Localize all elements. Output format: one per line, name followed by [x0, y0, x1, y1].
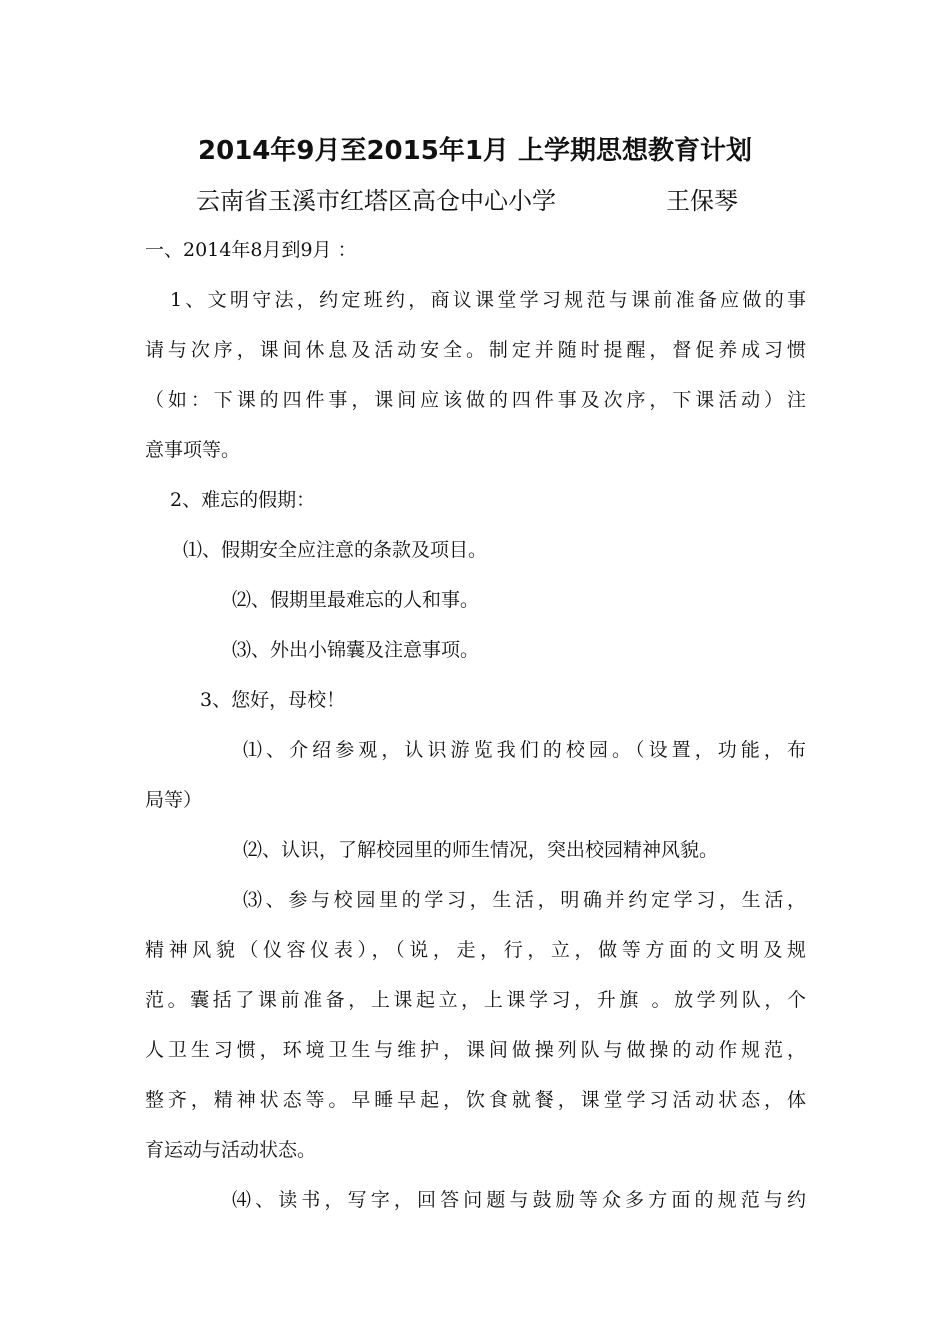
sub-item: ⑷、读书，写字，回答问题与鼓励等众多方面的规范与约 [232, 1189, 806, 1211]
paragraph-line: 人卫生习惯，环境卫生与维护，课间做操列队与做操的动作规范， [145, 1039, 806, 1061]
paragraph-line: 意事项等。 [145, 439, 241, 461]
sub-item: ⑵、假期里最难忘的人和事。 [232, 589, 480, 611]
paragraph-line: 精神风貌（仪容仪表），（说，走，行，立，做等方面的文明及规 [145, 939, 806, 961]
item-heading: 3、您好，母校！ [200, 689, 346, 711]
paragraph-line: 1、文明守法，约定班约，商议课堂学习规范与课前准备应做的事 [170, 289, 806, 311]
paragraph-line: 育运动与活动状态。 [145, 1139, 317, 1161]
sub-item: ⑴、假期安全应注意的条款及项目。 [183, 539, 488, 561]
school-name: 云南省玉溪市红塔区高仓中心小学 [196, 187, 556, 215]
sub-item: ⑴、介绍参观，认识游览我们的校园。（设置，功能，布 [243, 739, 806, 761]
paragraph-line: （如：下课的四件事，课间应该做的四件事及次序，下课活动）注 [145, 389, 806, 411]
paragraph-line: 整齐，精神状态等。早睡早起，饮食就餐，课堂学习活动状态，体 [145, 1089, 806, 1111]
sub-item: ⑵、认识，了解校园里的师生情况，突出校园精神风貌。 [243, 839, 719, 861]
sub-item: ⑶、外出小锦囊及注意事项。 [232, 639, 480, 661]
paragraph-line: 范。囊括了课前准备，上课起立，上课学习，升旗 。放学列队，个 [145, 989, 806, 1011]
document-title: 2014年9月至2015年1月 上学期思想教育计划 [198, 136, 752, 166]
paragraph-line: 请与次序，课间休息及活动安全。制定并随时提醒，督促养成习惯 [145, 339, 806, 361]
sub-item: ⑶、参与校园里的学习，生活，明确并约定学习，生活， [243, 889, 806, 911]
author-name: 王保琴 [666, 187, 738, 215]
paragraph-line: 局等） [145, 789, 203, 811]
item-heading: 2、难忘的假期： [170, 489, 316, 511]
section-heading: 一、2014年8月到9月 ： [145, 239, 357, 261]
